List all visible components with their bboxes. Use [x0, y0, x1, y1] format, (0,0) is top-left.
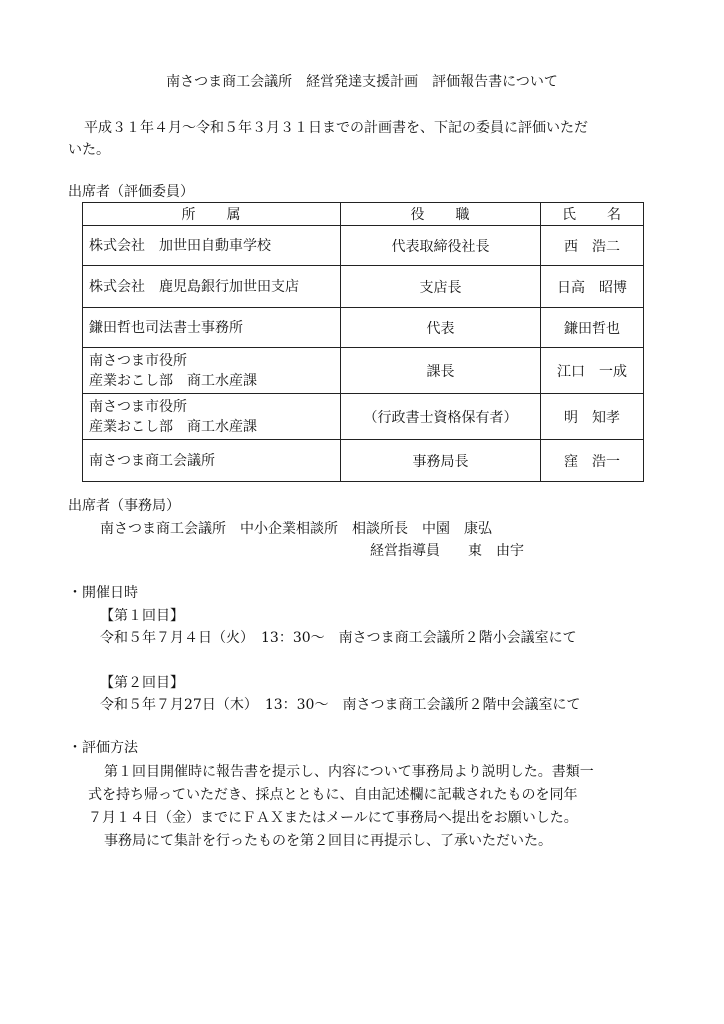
- session2-detail: 令和５年７月27日（木） 13：30～ 南さつま商工会議所２階中会議室にて: [100, 697, 581, 713]
- method-line-3: ７月１４日（金）までにＦＡＸまたはメールにて事務局へ提出をお願いした。: [88, 810, 578, 826]
- affiliation-cell: 南さつま商工会議所: [83, 440, 341, 482]
- method-line-4: 事務局にて集計を行ったものを第２回目に再提示し、了承いただいた。: [104, 833, 552, 849]
- method-line-1: 第１回目開催時に報告書を提示し、内容について事務局より説明した。書類一: [104, 764, 594, 780]
- secretariat-heading: 出席者（事務局）: [68, 498, 180, 514]
- committee-table: [82, 202, 644, 482]
- column-header-position: 役 職: [341, 203, 541, 226]
- position-cell: 課長: [341, 348, 541, 394]
- name-cell: 鎌田哲也: [541, 308, 644, 348]
- column-header-affiliation: 所 属: [83, 203, 341, 226]
- table-row: [83, 440, 644, 482]
- table-row: [83, 226, 644, 266]
- position-cell: 代表: [341, 308, 541, 348]
- position-cell: （行政書士資格保有者）: [341, 394, 541, 440]
- affiliation-cell: 鎌田哲也司法書士事務所: [83, 308, 341, 348]
- session1-detail: 令和５年７月４日（火） 13：30～ 南さつま商工会議所２階小会議室にて: [100, 630, 577, 646]
- session2-label: 【第２回目】: [100, 675, 184, 691]
- secretariat-line-1: 南さつま商工会議所 中小企業相談所 相談所長 中園 康弘: [100, 521, 492, 537]
- affiliation-cell: 南さつま市役所 産業おこし部 商工水産課: [83, 348, 341, 394]
- intro-line-1: 平成３１年４月～令和５年３月３１日までの計画書を、下記の委員に評価いただ: [84, 120, 588, 136]
- secretariat-line-2: 経営指導員 東 由宇: [370, 543, 524, 559]
- position-cell: 事務局長: [341, 440, 541, 482]
- table-row: [83, 266, 644, 308]
- name-cell: 明 知孝: [541, 394, 644, 440]
- table-row: [83, 308, 644, 348]
- name-cell: 江口 一成: [541, 348, 644, 394]
- method-line-2: 式を持ち帰っていただき、採点とともに、自由記述欄に記載されたものを同年: [88, 787, 578, 803]
- position-cell: 代表取締役社長: [341, 226, 541, 266]
- table-row: [83, 394, 644, 440]
- position-cell: 支店長: [341, 266, 541, 308]
- session1-label: 【第１回目】: [100, 608, 184, 624]
- document-title: 南さつま商工会議所 経営発達支援計画 評価報告書について: [166, 74, 558, 90]
- column-header-name: 氏 名: [541, 203, 644, 226]
- method-heading: ・評価方法: [68, 740, 138, 756]
- name-cell: 日高 昭博: [541, 266, 644, 308]
- affiliation-cell: 南さつま市役所 産業おこし部 商工水産課: [83, 394, 341, 440]
- intro-line-2: いた。: [68, 142, 110, 158]
- table-header-row: [83, 203, 644, 226]
- affiliation-cell: 株式会社 加世田自動車学校: [83, 226, 341, 266]
- name-cell: 窪 浩一: [541, 440, 644, 482]
- table-row: [83, 348, 644, 394]
- affiliation-cell: 株式会社 鹿児島銀行加世田支店: [83, 266, 341, 308]
- schedule-heading: ・開催日時: [68, 585, 138, 601]
- name-cell: 西 浩二: [541, 226, 644, 266]
- committee-heading: 出席者（評価委員）: [68, 184, 194, 200]
